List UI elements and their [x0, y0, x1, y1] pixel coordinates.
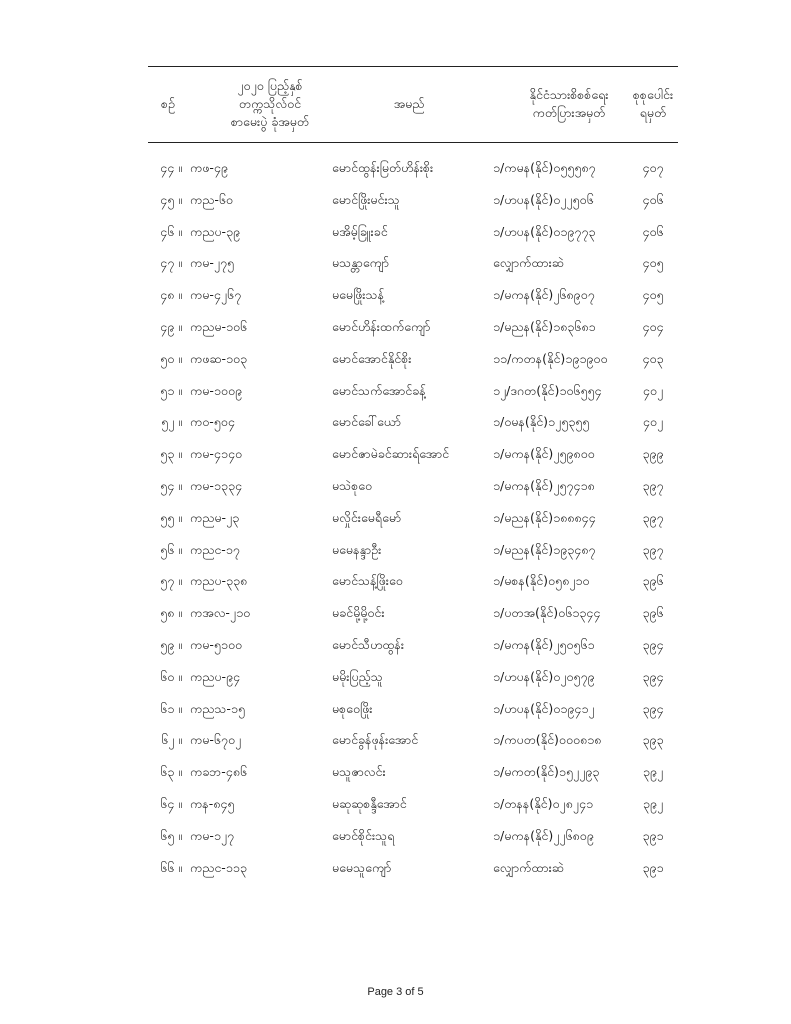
serial-number: ၄၄ ။	[160, 160, 182, 175]
header-roll-line-1: ၂၀၂၀ ပြည့်နှစ်	[237, 78, 303, 93]
table-row	[148, 693, 678, 725]
table-row	[148, 788, 678, 820]
student-name: မောင်အောင်နိုင်စိုး	[332, 350, 412, 366]
student-name: မသူဇာလင်း	[332, 764, 386, 780]
nrc-number: ၁/ဟပန(နိုင်)၀၂၀၅၇၉	[493, 668, 595, 684]
total-marks: ၄၀၂	[642, 382, 664, 398]
roll-number: ကမ-၄၂၆၇	[190, 287, 242, 303]
serial-number: ၆၁ ။	[160, 700, 182, 716]
nrc-number: ၁/မညန(နိုင်)၁၈၈၈၄၄	[493, 509, 596, 525]
student-name: မသန္တာကျော်	[332, 255, 389, 271]
roll-number: ကည-၆၀	[190, 191, 233, 207]
header-serial-no	[148, 66, 188, 142]
total-marks: ၄၀၃	[642, 350, 664, 366]
student-name: မောင်သန့်ဖြိုးဝေ	[332, 573, 403, 589]
table-header-rule	[148, 142, 678, 143]
table-row	[148, 820, 678, 852]
serial-number: ၄၆ ။	[160, 223, 182, 239]
total-marks: ၄၀၂	[642, 414, 664, 430]
table-row	[148, 534, 678, 566]
table-row	[148, 279, 678, 311]
table-row	[148, 406, 678, 438]
table-row	[148, 756, 678, 788]
table-body	[148, 152, 678, 883]
table-row	[148, 375, 678, 407]
serial-number: ၅၉ ။	[160, 636, 182, 652]
header-total-marks	[624, 66, 682, 142]
student-name: မောင်ဟိန်းထက်ကျော်	[332, 318, 431, 334]
nrc-number: ၁/ကပတ(နိုင်)၀၀၀၈၁၈	[493, 732, 602, 748]
header-serial-no-text: စဉ်	[161, 96, 175, 111]
nrc-number: ၁/တနန(နိုင်)၀၂၈၂၄၁	[493, 795, 594, 811]
roll-number: ကဖဆ-၁၀၃	[190, 350, 248, 366]
total-marks: ၃၉၄	[642, 668, 664, 684]
student-name: မမေနန္ဒာဦး	[332, 541, 382, 557]
student-name: မမေဖြိုးသန့်	[332, 287, 385, 303]
table-row	[148, 247, 678, 279]
student-name: မောင်သီဟထွန်း	[332, 636, 405, 652]
table-row	[148, 852, 678, 884]
header-roll-line-2: တက္ကသိုလ်ဝင်	[238, 96, 302, 111]
roll-number: ကညသ-၁၅	[190, 700, 245, 716]
nrc-number: ၁/ဟပန(နိုင်)၀၁၉၇၇၃	[493, 223, 596, 239]
nrc-number: ၁/မစန(နိုင်)၀၅၈၂၁၀	[493, 573, 590, 589]
student-name: မောင်ခွန်ဖုန်းအောင်	[332, 732, 419, 748]
roll-number: ကမ-၆၇၀၂	[190, 732, 242, 748]
serial-number: ၅၃ ။	[160, 446, 182, 462]
student-name: မခင်မို့မို့ဝင်း	[332, 605, 385, 621]
serial-number: ၄၅ ။	[160, 191, 182, 207]
nrc-number: ၁၁/ကတန(နိုင်)၁၉၁၉၀၀	[493, 350, 608, 366]
nrc-number: ၁/မညန(နိုင်)၁၈၃၆၈၁	[493, 318, 596, 334]
roll-number: ကမ-၄၁၄၀	[190, 446, 243, 462]
table-row	[148, 152, 678, 184]
nrc-number: ၁/မကန(နိုင်)၂၆၈၉၀၇	[493, 287, 595, 303]
total-marks: ၃၉၆	[642, 605, 664, 621]
student-name: မစုဝေဖြိုး	[332, 700, 373, 716]
serial-number: ၅၀ ။	[160, 350, 182, 366]
nrc-number: လျှောက်ထားဆဲ	[493, 859, 564, 875]
roll-number: ကအလ-၂၁၀	[190, 605, 251, 621]
student-name: မလှိုင်းမေရီမော်	[332, 509, 402, 525]
total-marks: ၃၉၃	[642, 732, 664, 748]
student-name: မောင်ခေါ်ယော်	[332, 414, 402, 430]
serial-number: ၅၅ ။	[160, 509, 182, 525]
roll-number: ကညပ-၃၉	[190, 223, 241, 239]
total-marks: ၃၉၉	[642, 446, 664, 462]
total-marks: ၃၉၁	[642, 859, 664, 875]
nrc-number: ၁/ဟပန(နိုင်)၀၂၂၅၀၆	[493, 191, 594, 207]
serial-number: ၅၁ ။	[160, 382, 182, 398]
roll-number: ကမ-၁၃၃၄	[190, 477, 243, 493]
table-row	[148, 629, 678, 661]
serial-number: ၅၄ ။	[160, 477, 182, 493]
serial-number: ၆၆ ။	[160, 859, 182, 875]
nrc-number: ၁/မကန(နိုင်)၂၅၉၈၀၀	[493, 446, 595, 462]
roll-number: ကမ-၁၂၇	[190, 827, 235, 843]
table-row	[148, 597, 678, 629]
total-marks: ၄၀၇	[642, 160, 664, 175]
total-marks: ၃၉၂	[642, 764, 664, 780]
roll-number: ကမ-၁၀၀၉	[190, 382, 243, 398]
table-row	[148, 438, 678, 470]
serial-number: ၆၂ ။	[161, 732, 182, 748]
total-marks: ၃၉၇	[642, 509, 664, 525]
total-marks: ၄၀၆	[642, 191, 664, 207]
roll-number: ကဝ-၅၀၄	[190, 414, 235, 430]
nrc-number: ၁/မကန(နိုင်)၂၂၆၈၀၉	[493, 827, 594, 843]
roll-number: ကညမ-၁၀၆	[190, 318, 248, 334]
header-roll-number	[200, 66, 340, 142]
serial-number: ၆၃ ။	[160, 764, 182, 780]
roll-number: ကန-၈၄၅	[190, 795, 235, 811]
serial-number: ၄၇ ။	[160, 255, 182, 271]
total-marks: ၃၉၁	[642, 827, 664, 843]
header-nrc-line-2: ကတ်ပြားအမှတ်	[532, 105, 606, 120]
header-roll-line-3: စာမေးပွဲ ခုံအမှတ်	[230, 114, 310, 129]
roll-number: ကညပ-၃၃၈	[190, 573, 248, 589]
total-marks: ၄၀၄	[642, 318, 664, 334]
total-marks: ၄၀၅	[642, 287, 664, 303]
student-name: မမေသူကျော်	[332, 859, 392, 875]
student-name: မမိုးပြည့်သူ	[332, 668, 383, 684]
total-marks: ၃၉၄	[642, 636, 664, 652]
student-name: မောင်သက်အောင်ခန့်	[332, 382, 426, 398]
header-name-text: အမည်	[393, 96, 425, 111]
table-row	[148, 343, 678, 375]
table-row	[148, 502, 678, 534]
roll-number: ကမ-၂၇၅	[190, 255, 235, 271]
nrc-number: ၁/မကန(နိုင်)၂၅၀၅၆၁	[493, 636, 595, 652]
total-marks: ၄၀၅	[642, 255, 664, 271]
roll-number: ကမ-၅၁၀၀	[190, 636, 243, 652]
nrc-number: ၁၂/ဒဂတ(နိုင်)၁၀၆၅၅၄	[493, 382, 602, 398]
header-name	[344, 66, 474, 142]
student-name: မောင်ထွန်းမြတ်ဟိန်းစိုး	[332, 160, 434, 175]
header-nrc	[494, 66, 644, 142]
student-name: မောင်စိုင်းသူရ	[332, 827, 395, 843]
total-marks: ၃၉၆	[642, 573, 664, 589]
roll-number: ကဖ-၄၉	[190, 160, 228, 175]
total-marks: ၄၀၆	[642, 223, 664, 239]
nrc-number: ၁/မညန(နိုင်)၁၉၃၄၈၇	[493, 541, 596, 557]
nrc-number: ၁/မကတ(နိုင်)၁၅၂၂၉၃	[493, 764, 600, 780]
table-header	[148, 66, 678, 142]
serial-number: ၅၈ ။	[160, 605, 182, 621]
table-row	[148, 470, 678, 502]
serial-number: ၅၂ ။	[161, 414, 182, 430]
student-name: မအိမ့်ခြူးခင်	[332, 223, 388, 239]
nrc-number: လျှောက်ထားဆဲ	[493, 255, 564, 271]
roll-number: ကညမ-၂၃	[190, 509, 240, 525]
total-marks: ၃၉၄	[642, 700, 664, 716]
roll-number: ကညပ-၉၄	[190, 668, 241, 684]
serial-number: ၅၆ ။	[160, 541, 182, 557]
nrc-number: ၁/ဝမန(နိုင်)၁၂၅၃၅၅	[493, 414, 590, 430]
nrc-number: ၁/ပတအ(နိုင်)၀၆၁၃၄၄	[493, 605, 601, 621]
serial-number: ၆၄ ။	[160, 795, 182, 811]
table-row	[148, 661, 678, 693]
table-row	[148, 216, 678, 248]
roll-number: ကညင-၁၁၃	[190, 859, 247, 875]
serial-number: ၄၉ ။	[160, 318, 182, 334]
serial-number: ၅၇ ။	[160, 573, 182, 589]
table-row	[148, 184, 678, 216]
nrc-number: ၁/ဟပန(နိုင်)၀၁၉၄၁၂	[493, 700, 595, 716]
student-name: မောင်ဖြိုးမင်းသူ	[332, 191, 400, 207]
table-row	[148, 724, 678, 756]
header-marks-line-1: စုစုပေါင်း	[632, 87, 674, 102]
total-marks: ၃၉၇	[642, 477, 664, 493]
total-marks: ၃၉၂	[642, 795, 664, 811]
student-name: မောင်ဇာမဲခင်ဆားရ်အောင်	[332, 446, 450, 462]
table-row	[148, 311, 678, 343]
total-marks: ၃၉၇	[642, 541, 664, 557]
nrc-number: ၁/မကန(နိုင်)၂၅၇၄၁၈	[493, 477, 595, 493]
student-name: မသဲစုဝေ	[332, 477, 373, 493]
student-name: မဆုဆုစန္ဒီအောင်	[332, 795, 407, 811]
header-nrc-line-1: နိုင်ငံသားစိစစ်ရေး	[529, 87, 609, 102]
page-footer: Page 3 of 5	[367, 986, 424, 998]
serial-number: ၆၅ ။	[160, 827, 182, 843]
table-row	[148, 565, 678, 597]
serial-number: ၄၈ ။	[160, 287, 182, 303]
nrc-number: ၁/ကမန(နိုင်)၀၅၅၅၈၇	[493, 160, 596, 175]
roll-number: ကခဘ-၄၈၆	[190, 764, 248, 780]
serial-number: ၆၀ ။	[160, 668, 182, 684]
header-marks-line-2: ရမှတ်	[639, 105, 667, 120]
roll-number: ကညင-၁၇	[190, 541, 240, 557]
